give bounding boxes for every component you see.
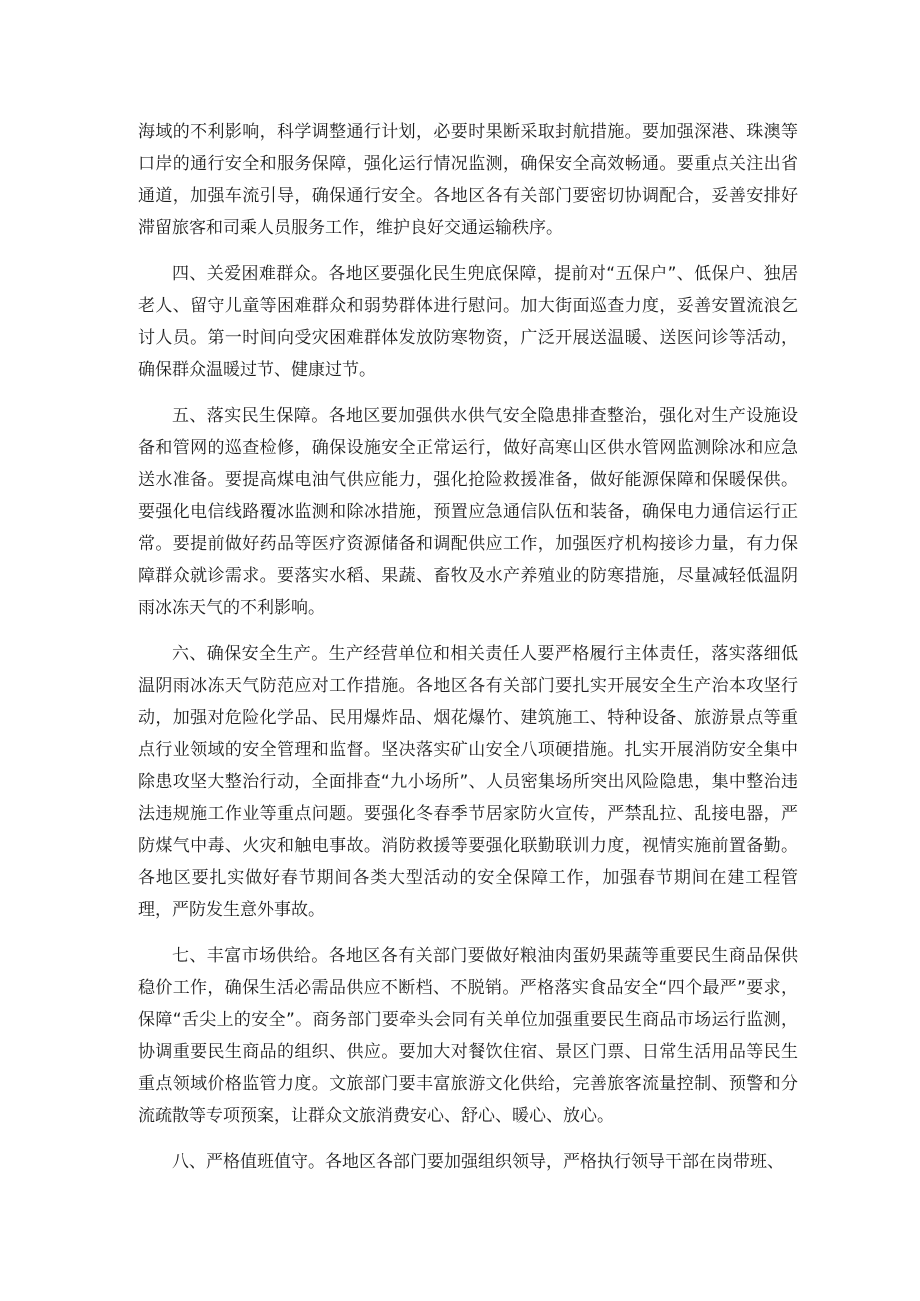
paragraph-care-for-needy: 四、关爱困难群众。各地区要强化民生兜底保障，提前对“五保户”、低保户、独居老人、留守儿童等困难群众和弱势群体进行慰问。加大街面巡查力度，妥善安置流浪乞讨人员。第一时间向受灾困难群体发放防寒物资，广泛开展送温暖、送医问诊等活动，确保群众温暖过节、健康过节。 [138,264,798,380]
paragraph-market-supply: 七、丰富市场供给。各地区各有关部门要做好粮油肉蛋奶果蔬等重要民生商品保供稳价工作，确保生活必需品供应不断档、不脱销。严格落实食品安全“四个最严”要求，保障“舌尖上的安全”。商务部门要牵头会同有关单位加强重要民生商品市场运行监测，协调重要民生商品的组织、供应。要加大对餐饮住宿、景区门票、日常生活用品等民生重点领域价格监管力度。文旅部门要丰富旅游文化供给，完善旅客流量控制、预警和分流疏散等专项预案，让群众文旅消费安心、舒心、暖心、放心。 [138,946,798,1126]
paragraph-livelihood-guarantee: 五、落实民生保障。各地区要加强供水供气安全隐患排查整治，强化对生产设施设备和管网的巡查检修，确保设施安全正常运行，做好高寒山区供水管网监测除冰和应急送水准备。要提高煤电油气供应能力，强化抢险救援准备，做好能源保障和保暖保供。要强化电信线路覆冰监测和除冰措施，预置应急通信队伍和装备，确保电力通信运行正常。要提前做好药品等医疗资源储备和调配供应工作，加强医疗机构接诊力量，有力保障群众就诊需求。要落实水稻、果蔬、畜牧及水产养殖业的防寒措施，尽量减轻低温阴雨冰冻天气的不利影响。 [138,406,798,618]
document-body [138,116,798,1192]
paragraph-duty-watch: 八、严格值班值守。各地区各部门要加强组织领导，严格执行领导干部在岗带班、 [172,1152,784,1172]
paragraph-continuation: 海域的不利影响，科学调整通行计划，必要时果断采取封航措施。要加强深港、珠澳等口岸的通行安全和服务保障，强化运行情况监测，确保安全高效畅通。要重点关注出省通道，加强车流引导，确保通行安全。各地区各有关部门要密切协调配合，妥善安排好滞留旅客和司乘人员服务工作，维护良好交通运输秩序。 [138,122,798,238]
paragraph-safe-production: 六、确保安全生产。生产经营单位和相关责任人要严格履行主体责任，落实落细低温阴雨冰冻天气防范应对工作措施。各地区各有关部门要扎实开展安全生产治本攻坚行动，加强对危险化学品、民用爆炸品、烟花爆竹、建筑施工、特种设备、旅游景点等重点行业领域的安全管理和监督。坚决落实矿山安全八项硬措施。扎实开展消防安全集中除患攻坚大整治行动，全面排查“九小场所”、人员密集场所突出风险隐患，集中整治违法违规施工作业等重点问题。要强化冬春季节居家防火宣传，严禁乱拉、乱接电器，严防煤气中毒、火灾和触电事故。消防救援等要强化联勤联训力度，视情实施前置备勤。各地区要扎实做好春节期间各类大型活动的安全保障工作，加强春节期间在建工程管理，严防发生意外事故。 [138,644,798,920]
